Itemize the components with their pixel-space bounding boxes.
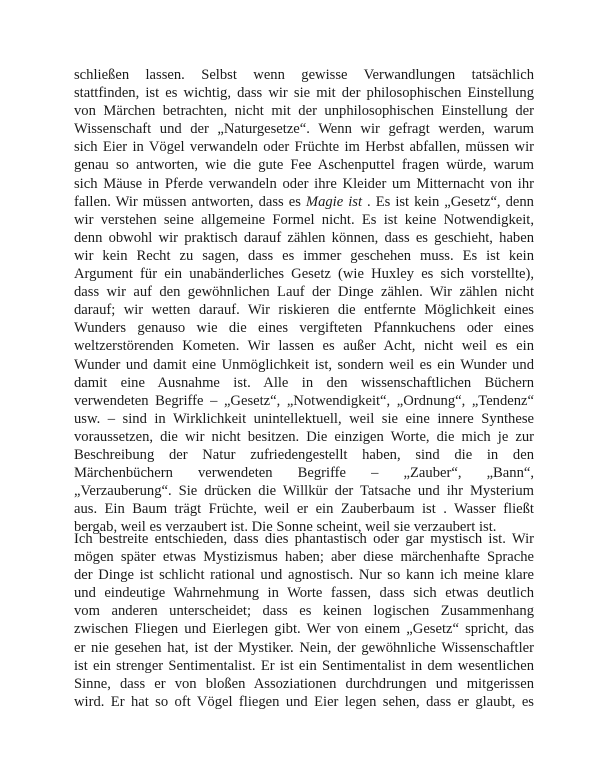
- text-segment: zwischen Fliegen und Eierlegen gibt. Wer von einem „Gesetz“ spricht, das: [74, 621, 534, 638]
- text-segment: damit eine Ausnahme ist. Alle in den wissenschaftlichen Büchern: [74, 374, 534, 391]
- text-line: [74, 156, 534, 174]
- text-segment: . Es ist kein „Gesetz“, denn: [362, 193, 534, 210]
- text-segment: er nie gesehen hat, ist der Mystiker. Nein, der gewöhnliche Wissenschaftler: [74, 639, 534, 656]
- text-line: [74, 66, 534, 84]
- text-line: [74, 428, 534, 446]
- text-line: [74, 229, 534, 247]
- text-line: [74, 548, 534, 566]
- text-line: [74, 500, 534, 518]
- text-line: [74, 602, 534, 620]
- text-line: [74, 584, 534, 602]
- text-line: [74, 138, 534, 156]
- text-line: [74, 247, 534, 265]
- text-segment: verwendeten Begriffe – „Gesetz“, „Notwendigkeit“, „Ordnung“, „Tendenz“: [74, 392, 534, 409]
- text-line: [74, 410, 534, 428]
- text-line: [74, 337, 534, 355]
- text-segment: dass wir auf den gewöhnlichen Lauf der Dinge zählen. Wir zählen nicht: [74, 284, 534, 301]
- text-segment: sich Eier in Vögel verwandeln oder Früchte im Herbst abfallen, müssen wir: [74, 139, 534, 156]
- text-line: [74, 464, 534, 482]
- text-segment: stattfinden, ist es wichtig, dass wir sie mit der philosophischen Einstellung: [74, 85, 534, 102]
- text-segment: „Verzauberung“. Sie drücken die Willkür der Tatsache und ihr Mysterium: [74, 483, 534, 500]
- text-segment: Wunder und damit eine Unmöglichkeit ist, sondern weil es ein Wunder und: [74, 356, 534, 373]
- text-segment: voraussetzen, die wir nicht besitzen. Die einzigen Worte, die mich je zur: [74, 428, 534, 445]
- text-segment: wird. Er hat so oft Vögel fliegen und Eier legen sehen, dass er glaubt, es: [74, 693, 534, 710]
- text-segment: schließen lassen. Selbst wenn gewisse Verwandlungen tatsächlich: [74, 67, 534, 83]
- text-line: [74, 120, 534, 138]
- emphasis-text: Magie ist: [305, 193, 363, 210]
- text-segment: der Dinge ist schlicht rational und agnostisch. Nur so kann ich meine klare: [74, 567, 534, 584]
- text-line: [74, 283, 534, 301]
- text-segment: Argument für ein unabänderliches Gesetz (wie Huxley es sich vorstellte),: [74, 266, 534, 283]
- text-line: [74, 356, 534, 374]
- text-line: [74, 84, 534, 102]
- paragraph-2: [74, 530, 534, 711]
- text-segment: Märchenbüchern verwendeten Begriffe – „Zauber“, „Bann“,: [74, 465, 534, 482]
- text-line: [74, 193, 534, 211]
- text-segment: von Märchen betrachten, nicht mit der unphilosophischen Einstellung der: [74, 103, 534, 120]
- text-segment: weltzerstörenden Kometen. Wir lassen es außer Acht, nicht weil es ein: [74, 338, 534, 355]
- text-line: [74, 211, 534, 229]
- text-segment: usw. – sind in Wirklichkeit unintellektuell, weil sie eine innere Synthese: [74, 410, 534, 427]
- text-line: [74, 175, 534, 193]
- text-segment: Wissenschaft und der „Naturgesetze“. Wenn wir gefragt werden, warum: [74, 121, 534, 138]
- text-segment: darauf; wir wetten darauf. Wir riskieren die entfernte Möglichkeit eines: [74, 302, 534, 319]
- text-segment: mögen später etwas Mystizismus haben; aber diese märchenhafte Sprache: [74, 549, 534, 566]
- text-line: [74, 301, 534, 319]
- text-line: [74, 392, 534, 410]
- text-segment: vom anderen unterscheidet; dass es keinen logischen Zusammenhang: [74, 603, 534, 620]
- text-line: [74, 374, 534, 392]
- text-line: [74, 657, 534, 675]
- text-line: [74, 102, 534, 120]
- text-segment: Sinne, dass er von bloßen Assoziationen durchdrungen und mitgerissen: [74, 675, 534, 692]
- text-line: [74, 319, 534, 337]
- paragraph-1: [74, 66, 534, 536]
- text-segment: sich Mäuse in Pferde verwandeln oder ihre Kleider um Mitternacht von ihr: [74, 175, 534, 192]
- text-segment: Beschreibung der Natur zufriedengestellt haben, sind die in den: [74, 446, 534, 463]
- text-line: [74, 530, 534, 548]
- text-segment: aus. Ein Baum trägt Früchte, weil er ein Zauberbaum ist . Wasser fließt: [74, 501, 534, 518]
- text-line: [74, 482, 534, 500]
- text-line: [74, 620, 534, 638]
- text-line: [74, 675, 534, 693]
- text-segment: Ich bestreite entschieden, dass dies phantastisch oder gar mystisch ist. Wir: [74, 531, 534, 547]
- text-segment: denn obwohl wir praktisch darauf zählen können, dass es geschieht, haben: [74, 229, 534, 246]
- text-segment: genau so antworten, wie die gute Fee Aschenputtel fragen würde, warum: [74, 157, 534, 174]
- text-line: [74, 639, 534, 657]
- text-line: [74, 265, 534, 283]
- text-line: [74, 566, 534, 584]
- text-line: [74, 446, 534, 464]
- text-segment: wir kein Recht zu sagen, dass es immer geschehen muss. Es ist kein: [74, 247, 534, 264]
- text-segment: und eindeutige Wahrnehmung in Worte fassen, dass sich etwas deutlich: [74, 585, 534, 602]
- text-segment: wir verstehen seine allgemeine Formel nicht. Es ist keine Notwendigkeit,: [74, 211, 534, 228]
- text-segment: Wunders genauso wie die eines vergifteten Pfannkuchens oder eines: [74, 320, 534, 337]
- text-segment: bergab, weil es verzaubert ist. Die Sonne scheint, weil sie verzaubert ist.: [74, 519, 497, 536]
- text-segment: fallen. Wir müssen antworten, dass es: [74, 193, 306, 210]
- text-line: [74, 693, 534, 711]
- text-segment: ist ein strenger Sentimentalist. Er ist ein Sentimentalist in dem wesentlichen: [74, 657, 534, 674]
